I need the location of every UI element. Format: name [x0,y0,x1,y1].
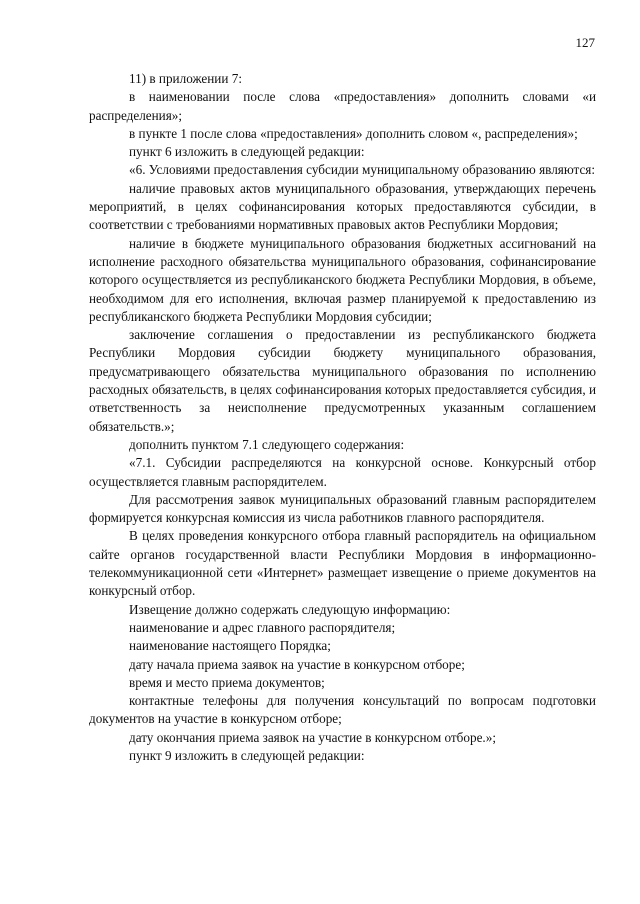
paragraph: наименование настоящего Порядка; [129,638,331,654]
paragraph: Извещение должно содержать следующую информацию: [129,601,451,617]
paragraph: заключение соглашения о предоставлении из республиканского бюджета Республики Мордовия субсидии бюджету муниципального образования, предусматривающего обязательства муниципального образования по исполнению расходных обязательств, в целях софинансирования которых предоставляется субсидия, и ответственность за неисполнение предусмотренных указанным соглашением обязательств.»; [89,327,597,434]
paragraph: наличие правовых актов муниципального образования, утверждающих перечень мероприятий, в целях софинансирования которых предоставляются субсидии, в соответствии с требованиями нормативных правовых актов Республики Мордовия; [89,180,596,233]
paragraph: в пункте 1 после слова «предоставления» дополнить словом «, распределения»; [129,125,578,141]
paragraph: «7.1. Субсидии распределяются на конкурсной основе. Конкурсный отбор осуществляется главным распорядителем. [89,455,596,489]
paragraph: дату начала приема заявок на участие в конкурсном отборе; [129,656,465,672]
document-body [89,70,596,765]
paragraph: Для рассмотрения заявок муниципальных образований главным распорядителем формируется конкурсная комиссия из числа работников главного распорядителя. [89,491,596,526]
paragraph: пункт 9 изложить в следующей редакции: [129,747,365,763]
paragraph: «6. Условиями предоставления субсидии муниципальному образованию являются: [129,162,596,178]
page-number: 127 [575,35,595,50]
paragraph: дополнить пунктом 7.1 следующего содержания: [129,436,405,452]
paragraph: в наименовании после слова «предоставления» дополнить словами «и распределения»; [89,89,596,123]
paragraph: дату окончания приема заявок на участие в конкурсном отборе.»; [129,729,496,745]
paragraph: наличие в бюджете муниципального образования бюджетных ассигнований на исполнение расходного обязательства муниципального образования, софинансирование которого осуществляется из республиканского бюджета Республики Мордовия, в объеме, необходимом для его исполнения, включая размер планируемой к предоставлению из республиканского бюджета Республики Мордовия субсидии; [89,235,596,324]
paragraph: контактные телефоны для получения консультаций по вопросам подготовки документов на участие в конкурсном отборе; [89,693,596,727]
paragraph: пункт 6 изложить в следующей редакции: [129,144,365,160]
paragraph: В целях проведения конкурсного отбора главный распорядитель на официальном сайте органов государственной власти Республики Мордовия в информационно-телекоммуникационной сети «Интернет» размещает извещение о приеме документов на конкурсный отбор. [89,528,596,599]
paragraph: 11) в приложении 7: [129,71,242,86]
paragraph: наименование и адрес главного распорядителя; [129,619,396,635]
paragraph: время и место приема документов; [129,674,325,690]
